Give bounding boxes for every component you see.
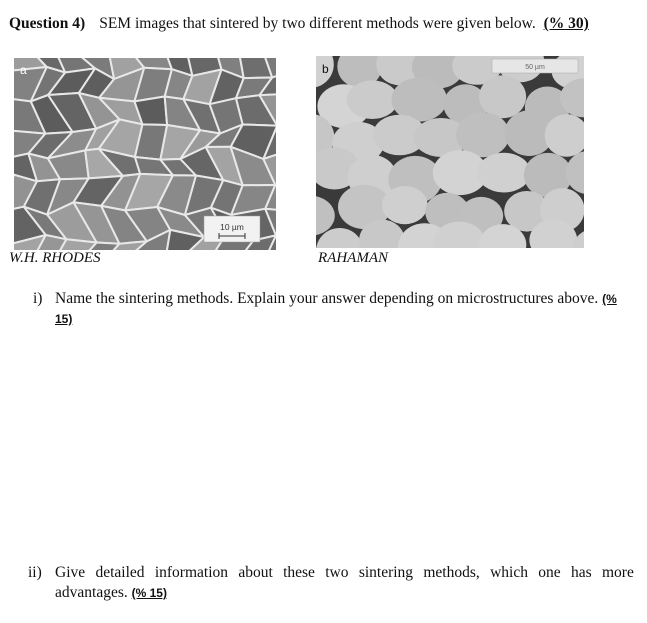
- sub-question-1-points-a: (%: [602, 292, 617, 306]
- question-number: Question 4): [9, 15, 86, 32]
- question-header: [9, 15, 589, 33]
- word: which: [490, 564, 528, 581]
- scale-bar-a-label: 10 µm: [220, 222, 244, 232]
- numeral-1: i): [33, 290, 43, 307]
- sub-question-2-points: (% 15): [131, 586, 167, 600]
- grain: [477, 153, 530, 193]
- sem-image-a: [14, 58, 276, 250]
- sub-question-2-line-2: advantages.: [55, 584, 128, 601]
- panel-label-a: a: [20, 63, 27, 77]
- word: one: [538, 564, 561, 581]
- question-text: SEM images that sintered by two different methods were given below.: [99, 15, 536, 32]
- question-points: (% 30): [543, 15, 589, 32]
- word: more: [601, 564, 634, 581]
- word: two: [325, 564, 349, 581]
- word: methods,: [423, 564, 480, 581]
- panel-label-b: b: [322, 62, 329, 76]
- word: has: [571, 564, 592, 581]
- grain: [347, 80, 398, 119]
- word: Give: [55, 564, 86, 581]
- caption-a: W.H. RHODES: [9, 250, 101, 266]
- sub-question-1: [33, 289, 633, 329]
- word: detailed: [95, 564, 145, 581]
- sub-question-1-points-b: 15): [55, 312, 73, 326]
- word: sintering: [358, 564, 414, 581]
- sem-image-b: [316, 56, 584, 248]
- sub-question-1-text: Name the sintering methods. Explain your answer depending on microstructures above.: [55, 290, 599, 307]
- numeral-2: ii): [28, 564, 42, 581]
- scale-bar-b-label: 50 µm: [525, 64, 545, 71]
- grain: [382, 186, 428, 224]
- word: these: [283, 564, 315, 581]
- sub-question-2: [28, 563, 634, 603]
- sub-question-2-line-1: [55, 563, 634, 583]
- grain: [479, 75, 526, 118]
- word: about: [238, 564, 273, 581]
- caption-b: RAHAMAN: [318, 250, 388, 266]
- word: information: [154, 564, 229, 581]
